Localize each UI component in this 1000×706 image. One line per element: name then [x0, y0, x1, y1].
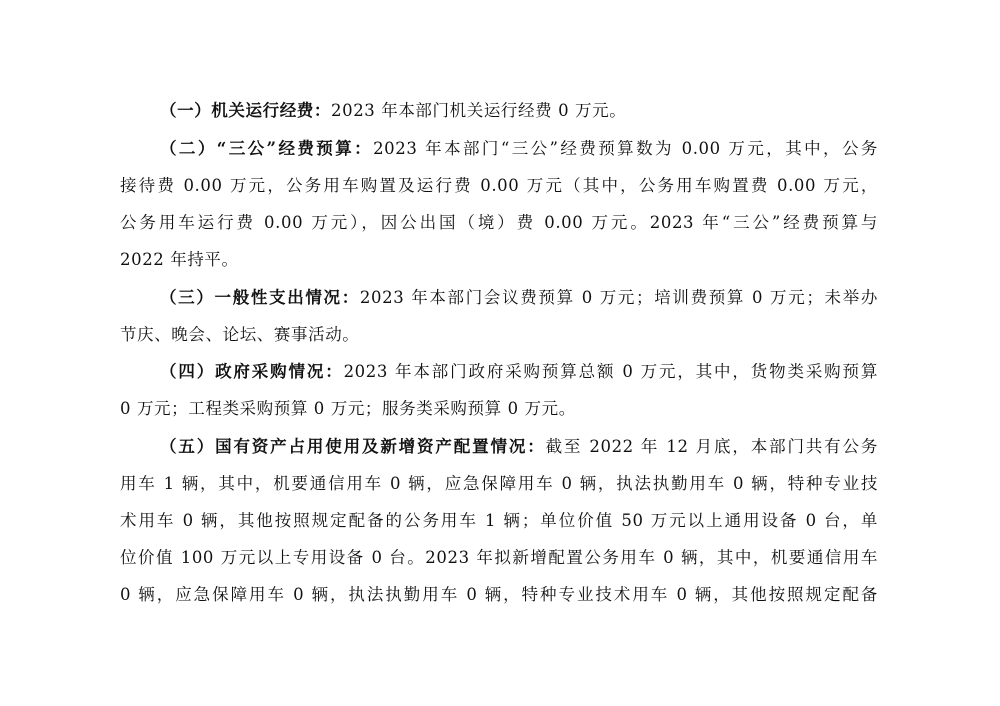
paragraph-5-line-2: 用车 1 辆，其中，机要通信用车 0 辆，应急保障用车 0 辆，执法执勤用车 0 辆，特种专业技 — [120, 474, 878, 493]
paragraph-4-heading: （四）政府采购情况： — [160, 362, 344, 381]
paragraph-2-line-4: 2022 年持平。 — [120, 250, 239, 269]
paragraph-1-heading: （一）机关运行经费： — [160, 101, 331, 120]
paragraph-4-line-1 — [160, 357, 878, 387]
paragraph-2-line-1 — [160, 134, 878, 164]
paragraph-5-text: 截至 2022 年 12 月底，本部门共有公务 — [545, 437, 878, 456]
paragraph-2-line-2: 接待费 0.00 万元，公务用车购置及运行费 0.00 万元（其中，公务用车购置费 0.00 万元， — [120, 176, 878, 195]
paragraph-1-line-1 — [160, 96, 878, 126]
paragraph-1-text: 2023 年本部门机关运行经费 0 万元。 — [331, 101, 627, 120]
paragraph-5-heading: （五）国有资产占用使用及新增资产配置情况： — [160, 437, 546, 456]
paragraph-5-line-5: 0 辆，应急保障用车 0 辆，执法执勤用车 0 辆，特种专业技术用车 0 辆，其他按照规定配备 — [120, 585, 878, 604]
paragraph-2-line-3: 公务用车运行费 0.00 万元），因公出国（境）费 0.00 万元。2023 年“三公”经费预算与 — [120, 213, 878, 232]
paragraph-3-text: 2023 年本部门会议费预算 0 万元；培训费预算 0 万元；未举办 — [359, 288, 878, 307]
paragraph-5-line-3: 术用车 0 辆，其他按照规定配备的公务用车 1 辆；单位价值 50 万元以上通用设备 0 台，单 — [120, 511, 878, 530]
paragraph-4-line-2: 0 万元；工程类采购预算 0 万元；服务类采购预算 0 万元。 — [120, 399, 576, 418]
paragraph-5-line-4: 位价值 100 万元以上专用设备 0 台。2023 年拟新增配置公务用车 0 辆，其中，机要通信用车 — [120, 548, 878, 567]
paragraph-3-line-2: 节庆、晚会、论坛、赛事活动。 — [120, 325, 360, 344]
paragraph-3-heading: （三）一般性支出情况： — [160, 288, 360, 307]
paragraph-5-line-1 — [160, 432, 878, 462]
paragraph-2-heading: （二）“三公”经费预算： — [160, 139, 374, 158]
paragraph-3-line-1 — [160, 283, 878, 313]
paragraph-2-text: 2023 年本部门“三公”经费预算数为 0.00 万元，其中，公务 — [373, 139, 878, 158]
paragraph-4-text: 2023 年本部门政府采购预算总额 0 万元，其中，货物类采购预算 — [343, 362, 878, 381]
